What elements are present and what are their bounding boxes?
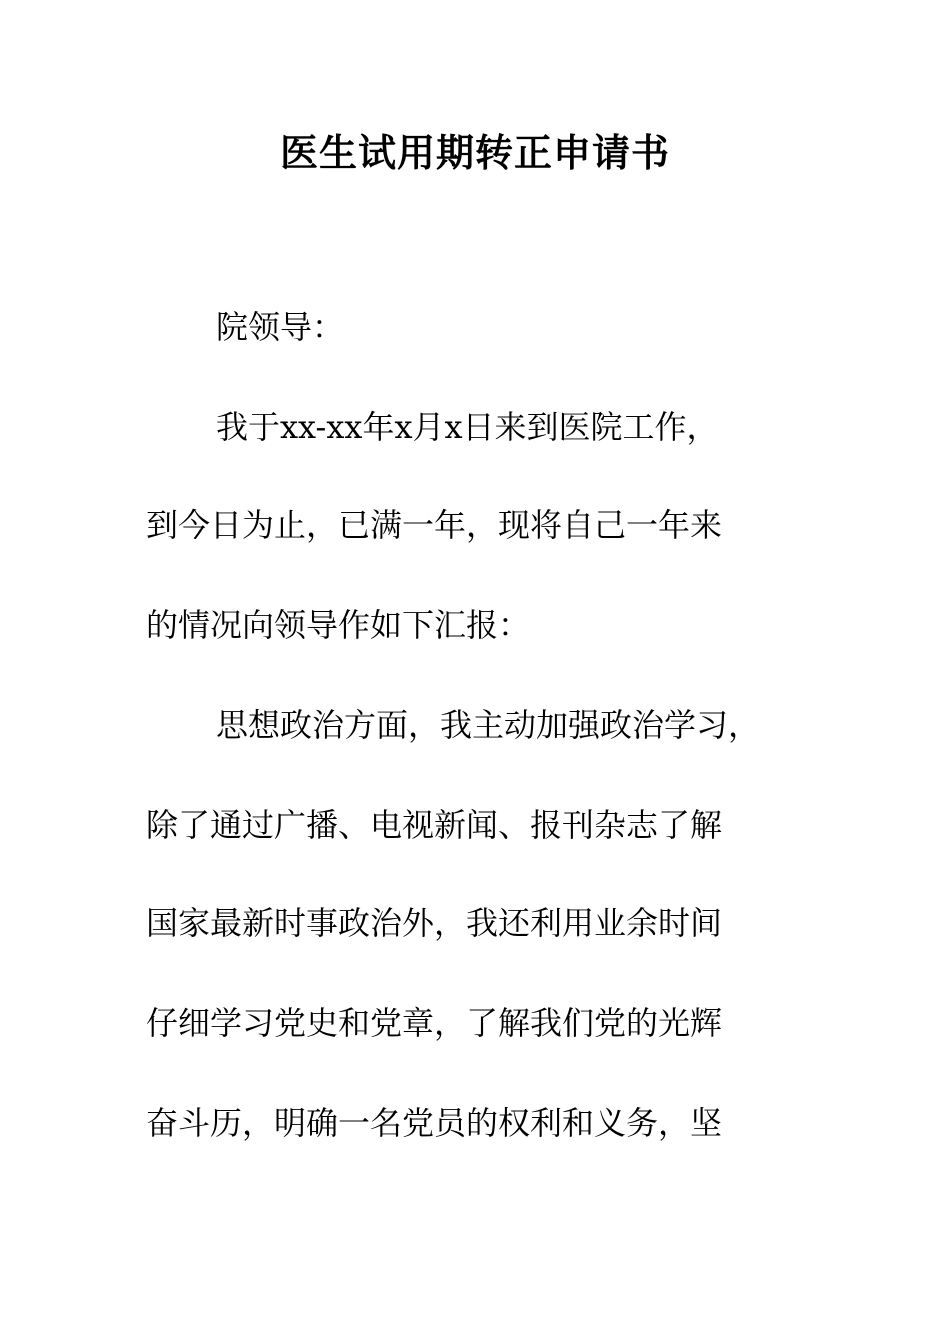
body-line: 奋斗历，明确一名党员的权利和义务，坚 [146, 1104, 723, 1142]
document-title: 医生试用期转正申请书 [279, 131, 670, 175]
body-line: 到今日为止，已满一年，现将自己一年来 [146, 506, 723, 544]
body-line: 我于xx-xx年x月x日来到医院工作， [216, 408, 719, 446]
body-line: 的情况向领导作如下汇报： [146, 606, 531, 644]
salutation: 院领导： [216, 308, 345, 346]
body-line: 除了通过广播、电视新闻、报刊杂志了解 [146, 806, 723, 844]
body-line: 国家最新时事政治外，我还利用业余时间 [146, 904, 723, 942]
body-line: 思想政治方面，我主动加强政治学习， [216, 706, 761, 744]
body-line: 仔细学习党史和党章，了解我们党的光辉 [146, 1004, 723, 1042]
